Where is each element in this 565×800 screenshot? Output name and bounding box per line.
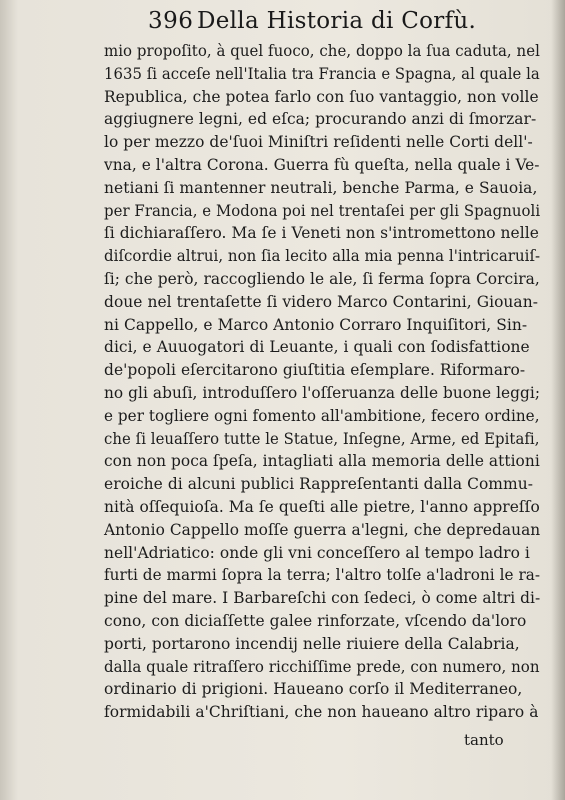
text-line: pine del mare. I Barbareſchi con ſedeci, ò come altri di- [104,589,541,608]
page-number: 396 [148,8,194,34]
text-line: de'popoli eſercitarono giuſtitia eſemplare. Riformaro- [104,361,526,380]
text-line: dici, e Auuogatori di Leuante, i quali con ſodisfattione [104,338,530,357]
page-header [0,8,565,40]
text-line: lo per mezzo de'ſuoi Miniſtri reſidenti nelle Corti dell'- [104,133,533,152]
running-title: Della Historia di Corfù. [197,8,477,34]
text-line: ſi; che però, raccogliendo le ale, ſi ferma ſopra Corcira, [104,269,540,288]
text-line: nell'Adriatico: onde gli vni conceſſero al tempo ladro i [104,543,530,562]
text-line: aggiugnere legni, ed eſca; procurando anzi di ſmorzar- [104,110,537,129]
text-line: mio propoſito, à quel fuoco, che, doppo la ſua caduta, nel [104,42,540,60]
text-line: doue nel trentaſette ſi videro Marco Contarini, Giouan- [104,292,538,311]
text-line: ſi dichiaraſſero. Ma ſe i Veneti non s'intromettono nelle [104,224,539,243]
body-text [104,40,544,724]
text-line: porti, portarono incendij nelle riuiere della Calabria, [104,634,520,653]
text-line: e per togliere ogni fomento all'ambitione, fecero ordine, [104,406,540,425]
text-line: nità oſſequioſa. Ma ſe queſti alle pietre, l'anno appreſſo [104,497,540,516]
text-line: formidabili a'Chriſtiani, che non haueano altro riparo à [104,703,539,722]
text-line: Antonio Cappello moſſe guerra a'legni, che depredauan [104,520,541,539]
text-line: Republica, che potea farlo con ſuo vantaggio, non volle [104,87,539,106]
text-line: netiani ſi mantenner neutrali, benche Parma, e Sauoia, [104,178,538,197]
text-line: ordinario di prigioni. Haueano corſo il Mediterraneo, [104,680,523,699]
text-line: eroiche di alcuni publici Rappreſentanti dalla Commu- [104,475,533,494]
text-line: diſcordie altrui, non ſia lecito alla mia penna l'intricaruiſ- [104,247,541,266]
text-line: vna, e l'altra Corona. Guerra fù queſta, nella quale i Ve- [104,155,540,174]
catchword: tanto [464,731,504,749]
text-line: con non poca ſpeſa, intagliati alla memoria delle attioni [104,452,540,471]
text-line: dalla quale ritraſſero ricchiſſime prede, con numero, non [104,657,540,676]
text-line: che ſi leuaſſero tutte le Statue, Inſegne, Arme, ed Epitafi, [104,429,540,448]
text-line: cono, con diciaſſette galee rinforzate, vſcendo da'loro [104,611,527,630]
text-line: per Francia, e Modona poi nel trentaſei per gli Spagnuoli [104,201,541,220]
text-line: furti de marmi ſopra la terra; l'altro tolſe a'ladroni le ra- [104,566,541,585]
text-line: no gli abuſi, introduſſero l'oſſeruanza delle buone leggi; [104,383,541,402]
text-line: ni Cappello, e Marco Antonio Corraro Inquiſitori, Sin- [104,315,528,334]
text-line: 1635 ſi acceſe nell'Italia tra Francia e Spagna, al quale la [104,64,540,83]
